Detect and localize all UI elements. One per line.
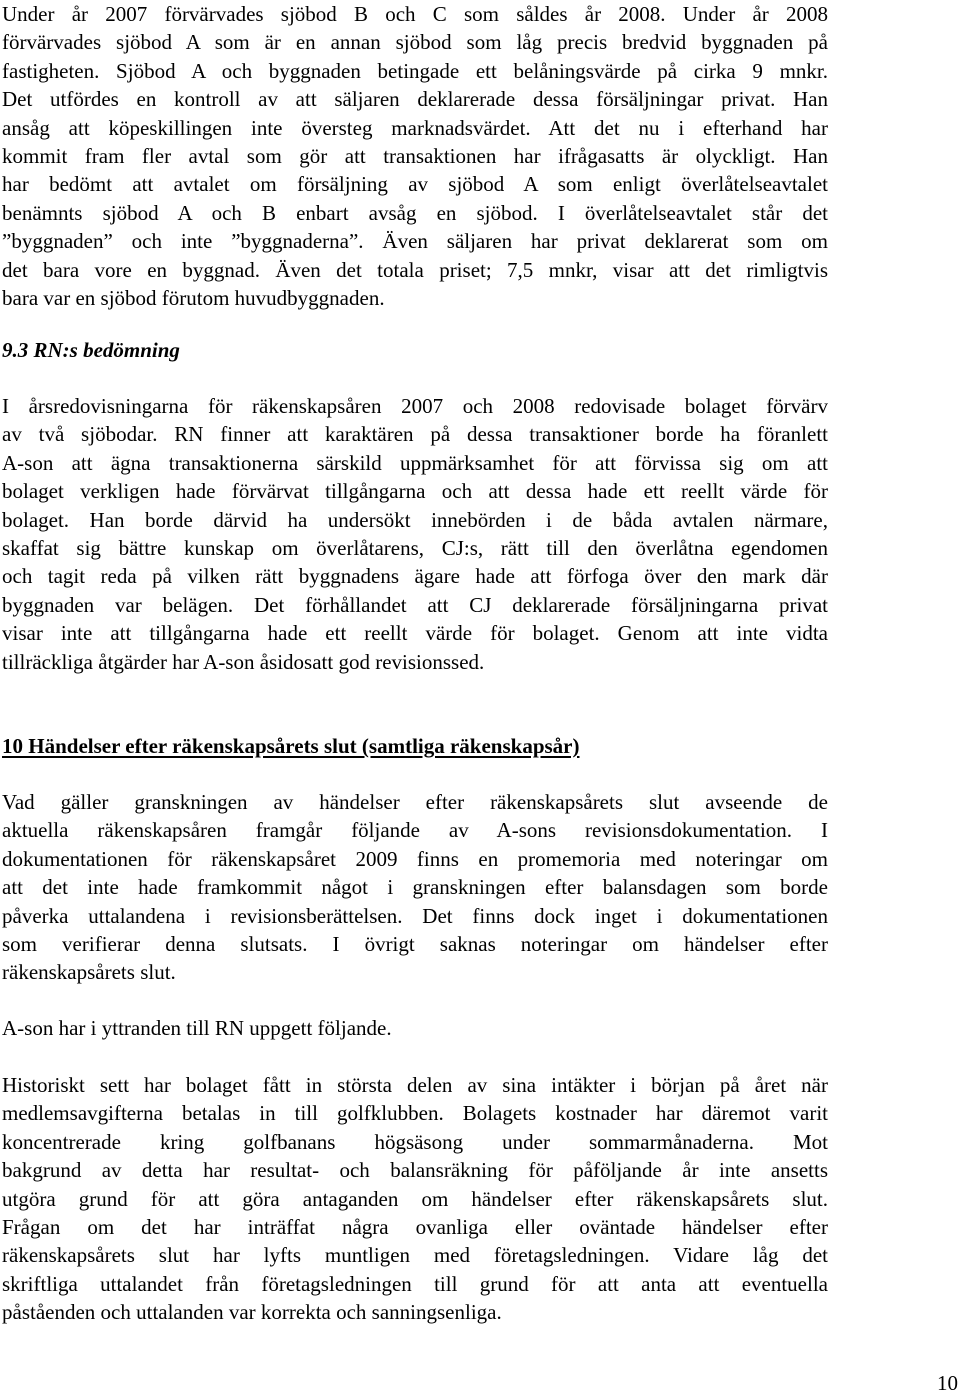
text-line: Under år 2007 förvärvades sjöbod B och C som såldes år 2008. Under år 2008 xyxy=(2,2,828,26)
text-line: skriftliga uttalandet från företagsledningen till grund för att anta att eventuella xyxy=(2,1271,828,1296)
text-line: utgöra grund för att göra antaganden om händelser efter räkenskapsårets slut. xyxy=(2,1186,828,1211)
text-line: dokumentationen för räkenskapsåret 2009 finns en promemoria med noteringar om xyxy=(2,846,828,871)
page-number: 10 xyxy=(937,1371,958,1395)
text-line: förvärvades sjöbod A som är en annan sjöbod som låg precis bredvid byggnaden på xyxy=(2,30,828,55)
paragraph-historical-revenue xyxy=(2,1071,828,1327)
text-line: räkenskapsårets slut har lyfts muntligen med företagsledningen. Vidare låg det xyxy=(2,1243,828,1268)
text-line: Historiskt sett har bolaget fått in största delen av sina intäkter i början på året när xyxy=(2,1073,828,1097)
text-line: bara var en sjöbod förutom huvudbyggnaden. xyxy=(2,286,385,311)
text-line: det bara vore en byggnad. Även det totala priset; 7,5 mnkr, visar att det rimligtvis xyxy=(2,257,828,282)
text-line: visar inte att tillgångarna hade ett reellt värde för bolaget. Genom att inte vidta xyxy=(2,621,828,646)
text-line: bolaget verkligen hade förvärvat tillgångarna och att dessa hade ett reellt värde för xyxy=(2,479,828,504)
text-line: Det utfördes en kontroll av att säljaren deklarerade dessa försäljningar privat. Han xyxy=(2,87,828,112)
text-line: medlemsavgifterna betalas in till golfklubben. Bolagets kostnader har däremot varit xyxy=(2,1101,828,1126)
section-heading-9-3: 9.3 RN:s bedömning xyxy=(2,338,180,362)
text-line: kommit fram fler avtal som gör att transaktionen har ifrågasatts är olyckligt. Han xyxy=(2,144,828,169)
text-line: av två sjöbodar. RN finner att karaktären på dessa transaktioner borde ha föranlett xyxy=(2,422,828,447)
text-line: påverka uttalandena i revisionsberättelsen. Det finns dock inget i dokumentationen xyxy=(2,903,828,928)
text-line: Vad gäller granskningen av händelser efter räkenskapsårets slut avseende de xyxy=(2,790,828,814)
text-line: som verifierar denna slutsats. I övrigt saknas noteringar om händelser efter xyxy=(2,932,828,957)
paragraph-subsequent-events-review xyxy=(2,788,828,987)
text-line: ”byggnaden” och inte ”byggnaderna”. Även säljaren har privat deklarerat som om xyxy=(2,229,828,254)
text-line: skaffat sig bättre kunskap om överlåtarens, CJ:s, rätt till den överlåtna egendomen xyxy=(2,536,828,561)
text-line: koncentrerade kring golfbanans högsäsong under sommarmånaderna. Mot xyxy=(2,1129,828,1154)
paragraph-rn-assessment xyxy=(2,392,828,676)
text-line: aktuella räkenskapsåren framgår följande av A-sons revisionsdokumentation. I xyxy=(2,818,828,843)
text-line: I årsredovisningarna för räkenskapsåren 2007 och 2008 redovisade bolaget förvärv xyxy=(2,394,828,418)
text-line: påståenden och uttalanden var korrekta och sanningsenliga. xyxy=(2,1300,502,1325)
text-line: fastigheten. Sjöbod A och byggnaden betingade ett belåningsvärde på cirka 9 mnkr. xyxy=(2,58,828,83)
text-line: bakgrund av detta har resultat- och balansräkning för påföljande år inte ansetts xyxy=(2,1158,828,1183)
text-line: A-son att ägna transaktionerna särskild uppmärksamhet för att förvissa sig om att xyxy=(2,450,828,475)
section-heading-10: 10 Händelser efter räkenskapsårets slut (samtliga räkenskapsår) xyxy=(2,734,580,758)
text-line: räkenskapsårets slut. xyxy=(2,960,176,985)
text-line: har bedömt att avtalet om försäljning av sjöbod A som enligt överlåtelseavtalet xyxy=(2,172,828,197)
paragraph-sjobod-transactions xyxy=(2,0,828,312)
text-line: och tagit reda på vilken rätt byggnadens ägare hade att förfoga över den mark där xyxy=(2,564,828,589)
text-line: byggnaden var belägen. Det förhållandet att CJ deklarerade försäljningarna privat xyxy=(2,592,828,617)
text-line: ansåg att köpeskillingen inte översteg marknadsvärdet. Att det nu i efterhand har xyxy=(2,115,828,140)
text-line: tillräckliga åtgärder har A-son åsidosatt god revisionssed. xyxy=(2,649,485,674)
text-line: att det inte hade framkommit något i granskningen efter balansdagen som borde xyxy=(2,875,828,900)
paragraph-ason-statement-intro xyxy=(2,1014,828,1042)
text-line: A-son har i yttranden till RN uppgett följande. xyxy=(2,1016,392,1040)
text-line: bolaget. Han borde därvid ha undersökt innebörden i de båda avtalen närmare, xyxy=(2,507,828,532)
text-line: Frågan om det har inträffat några ovanliga eller oväntade händelser efter xyxy=(2,1215,828,1240)
text-line: benämnts sjöbod A och B enbart avsåg en sjöbod. I överlåtelseavtalet står det xyxy=(2,200,828,225)
